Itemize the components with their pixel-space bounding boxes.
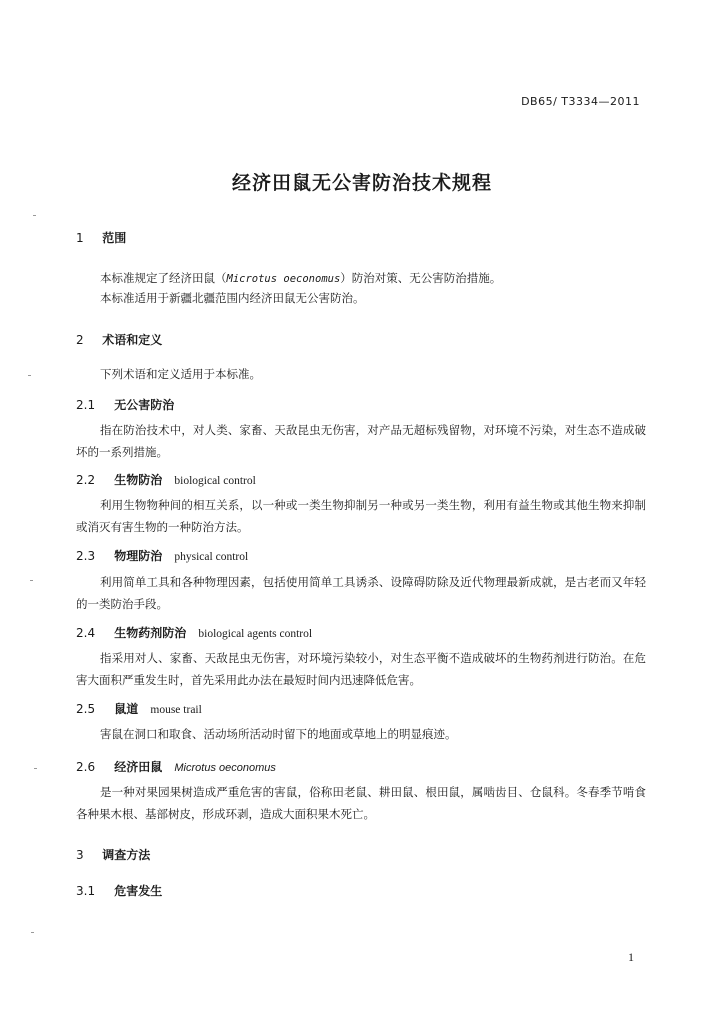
section-number: 2 xyxy=(76,333,84,347)
section-3-1-heading xyxy=(76,882,646,899)
section-number: 2.1 xyxy=(76,398,96,412)
section-2-heading xyxy=(76,331,646,348)
text-run: 本标准规定了经济田鼠（ xyxy=(100,271,227,285)
scan-speck xyxy=(34,768,37,769)
section-number: 1 xyxy=(76,231,84,245)
section-2-1-heading xyxy=(76,396,646,413)
section-number: 2.3 xyxy=(76,549,96,563)
section-number: 2.4 xyxy=(76,626,96,640)
english-term: mouse trail xyxy=(150,704,202,716)
section-number: 3.1 xyxy=(76,884,96,898)
section-number: 2.5 xyxy=(76,702,96,716)
section-2-4-paragraph: 指采用对人、家畜、天敌昆虫无伤害，对环境污染较小，对生态平衡不造成破坏的生物药剂进行防治。在危害大面积严重发生时，首先采用此办法在最短时间内迅速降低危害。 xyxy=(76,651,646,687)
scan-speck xyxy=(30,580,33,581)
section-2-3-paragraph: 利用简单工具和各种物理因素，包括使用简单工具诱杀、设障碍防除及近代物理最新成就，是古老而又年轻的一类防治手段。 xyxy=(76,575,646,611)
scan-speck xyxy=(33,215,36,216)
section-title: 鼠道 xyxy=(114,702,139,716)
section-title: 调查方法 xyxy=(102,848,151,862)
english-term: physical control xyxy=(174,551,249,563)
page-number: 1 xyxy=(628,950,634,964)
section-1-heading xyxy=(76,229,646,246)
section-2-1-paragraph: 指在防治技术中，对人类、家畜、天敌昆虫无伤害，对产品无超标残留物，对环境不污染，对生态不造成破坏的一系列措施。 xyxy=(76,423,646,459)
document-title: 经济田鼠无公害防治技术规程 xyxy=(231,172,492,194)
section-2-paragraph: 下列术语和定义适用于本标准。 xyxy=(100,367,261,381)
section-title: 范围 xyxy=(102,231,127,245)
section-2-6-heading xyxy=(76,758,646,775)
section-2-5-paragraph: 害鼠在洞口和取食、活动场所活动时留下的地面或草地上的明显痕迹。 xyxy=(100,727,457,741)
section-2-4-heading xyxy=(76,624,646,641)
section-title: 经济田鼠 xyxy=(114,760,163,774)
section-title: 无公害防治 xyxy=(114,398,175,412)
section-title: 生物防治 xyxy=(114,473,163,487)
english-term: biological agents control xyxy=(198,628,313,640)
section-title: 术语和定义 xyxy=(102,333,163,347)
section-title: 危害发生 xyxy=(114,884,163,898)
english-term: biological control xyxy=(174,475,256,487)
latin-name: Microtus oeconomus xyxy=(226,273,341,285)
section-2-2-heading xyxy=(76,471,646,488)
scan-speck xyxy=(31,932,34,933)
section-2-6-paragraph: 是一种对果园果树造成严重危害的害鼠，俗称田老鼠、耕田鼠、根田鼠，属啮齿目、仓鼠科。冬春季节啃食各种果木根、基部树皮，形成环剥，造成大面积果木死亡。 xyxy=(76,785,646,821)
latin-name: Microtus oeconomus xyxy=(174,762,276,774)
section-2-2-paragraph: 利用生物物种间的相互关系，以一种或一类生物抑制另一种或另一类生物，利用有益生物或其他生物来抑制或消灭有害生物的一种防治方法。 xyxy=(76,498,646,534)
section-1-paragraph-2: 本标准适用于新疆北疆范围内经济田鼠无公害防治。 xyxy=(100,291,365,305)
section-title: 物理防治 xyxy=(114,549,163,563)
section-number: 2.2 xyxy=(76,473,96,487)
standard-code: DB65/ T3334—2011 xyxy=(521,95,640,108)
text-run: ）防治对策、无公害防治措施。 xyxy=(340,271,502,285)
scan-speck xyxy=(28,375,31,376)
section-number: 3 xyxy=(76,848,84,862)
section-3-heading xyxy=(76,846,646,863)
section-2-5-heading xyxy=(76,700,646,717)
section-number: 2.6 xyxy=(76,760,96,774)
section-2-3-heading xyxy=(76,547,646,564)
section-title: 生物药剂防治 xyxy=(114,626,187,640)
